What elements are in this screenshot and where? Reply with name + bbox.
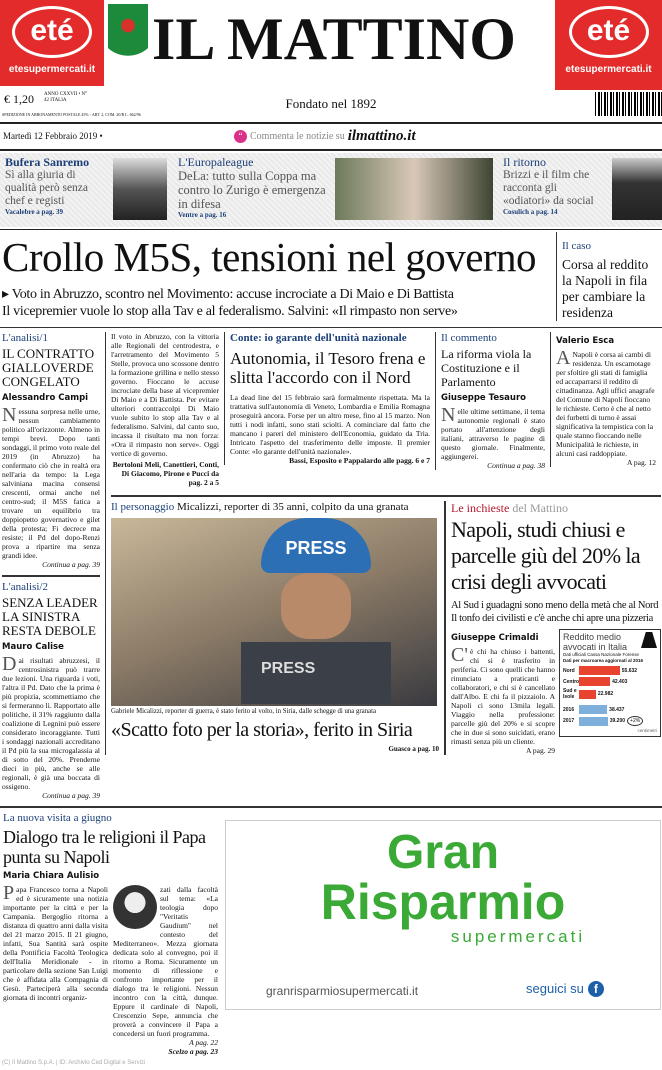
teaser-photo-singer	[113, 158, 167, 220]
edition-info: ANNO CXXVII • N° 42 ITALIA	[44, 92, 88, 103]
ad-risparmio: Risparmio	[320, 874, 566, 930]
kicker: L'analisi/2	[2, 581, 48, 593]
press-helmet: PRESS	[261, 518, 371, 573]
lead-sub1-text: Voto in Abruzzo, scontro nel Movimento: accuse incrociate a Di Maio e Di Battista	[11, 287, 454, 302]
continue-link[interactable]: Continua a pag. 39	[42, 560, 100, 569]
body: Nelle ultime settimane, il tema autonomie regionali è stato portato all'attenzione degli italiani, attraverso le pagine di questo giornale. Finalmente, aggiungerei.	[441, 404, 545, 461]
ad-gran: Gran	[386, 826, 500, 879]
chart-bar	[579, 666, 620, 675]
teaser-sanremo[interactable]	[5, 155, 109, 217]
chart-bar	[579, 717, 608, 726]
barcode-icon	[595, 92, 662, 116]
chart-value-label: 55.632	[621, 667, 638, 674]
ad-follow[interactable]	[526, 981, 604, 997]
chart-row	[563, 677, 657, 686]
teaser-photo-brizzi	[612, 158, 662, 220]
personaggio-headline[interactable]: «Scatto foto per la storia», ferito in Siria	[111, 719, 413, 741]
chart-row-label: 2016	[563, 706, 575, 713]
kicker: Il personaggio	[111, 501, 175, 513]
footer-copyright: (C) Il Mattino S.p.A. | ID: Archivio Ced Digital e Servizi	[2, 1060, 146, 1066]
ete-ad-right[interactable]	[555, 0, 662, 90]
lead-sub1	[2, 286, 552, 303]
teaser-photo-delaurentiis	[335, 158, 493, 220]
ete-logo: eté	[12, 6, 92, 58]
chart-bar	[579, 690, 596, 699]
inchieste-article	[444, 501, 660, 755]
commento[interactable]	[435, 332, 545, 470]
kicker: L'analisi/1	[2, 332, 48, 344]
triangle-bullet-icon: ▸	[2, 287, 12, 302]
kicker: La nuova visita a giugno	[3, 812, 112, 824]
byline: Maria Chiara Aulisio	[3, 871, 100, 881]
analisi1[interactable]	[2, 332, 100, 569]
comment-link[interactable]	[234, 128, 416, 145]
title: IL CONTRATTO GIALLOVERDE CONGELATO	[2, 346, 95, 389]
authors: Bertoloni Meli, Canettieri, Conti, Di Giacomo, Pirone e Pucci da pag. 2 a 5	[112, 460, 219, 487]
chart-bar	[579, 677, 610, 686]
body: C'è chi ha chiuso i battenti, chi si è trasferito in periferia. Ci sono quelli che hanno rinunciato a praticanti e collaboratori, e chi si è cancellato dall'Albo. E chi fa il pizzaiolo. A Napoli ci sono 13mila legali. Viaggio nella professione: parcelle giù del 20% e si scopre che in due si sono suicidati, erano rimasti senza più un cliente.	[451, 644, 555, 746]
teaser-kicker: Bufera Sanremo	[5, 155, 90, 169]
photo-caption: Gabriele Micalizzi, reporter di guerra, è stato ferito al volto, in Siria, dalle schegge di una granata	[111, 708, 376, 715]
masthead-title: IL MATTINO	[152, 6, 516, 72]
kicker: Le inchieste	[451, 501, 510, 515]
postal-info: SPEDIZIONE IN ABBONAMENTO POSTALE 45% - ART. 2, COM. 20/B L. 662/96	[2, 112, 141, 117]
personaggio-article	[111, 501, 439, 754]
body: La dead line del 15 febbraio sarà formalmente rispettata. Ma la trattativa sull'autonomia di Veneto, Lombardia e Emilia Romagna proseguirà ancora. Forse per un altro mese, fino al 15 marzo. Non tutti i nodi infatti, sono stati sciolti. A cominciare dal fatto che mancano i pareri del ministero dell'Economia, guidato da Tria. Intricato l'aspetto del trasferimento delle imposte. Il premier Conte: «Io garante dell'unità nazionale».	[230, 393, 430, 456]
chart-bar	[579, 705, 607, 714]
body: Nessuna sorpresa nelle urne, nessun cambiamento politico all'orizzonte. Almeno in tempi brevi. Dopo tanti sondaggi, il primo voto reale del 2019 (in Abruzzo) ha confermato ciò che in realtà era nell'aria da tempo: la Lega salviniana macina consensi crescenti, ormai anche nel centro-sud; il M5S fatica a trovare un equilibrio tra doppiopetto governativo e gilet della protesta; Fi decrece ma resiste; il Pd del dopo-Renzi prova a ripartire ma senza grandi idee.	[2, 404, 100, 560]
inchieste-sub1: Al Sud i guadagni sono meno della metà che al Nord	[451, 600, 659, 611]
kicker-rest: del Mattino	[512, 501, 568, 515]
teaser-title: DeLa: tutto sulla Coppa ma contro lo Zurigo è emergenza in difesa	[178, 169, 326, 211]
body: Dai risultati abruzzesi, il centrosinistra può trarre due lezioni. Una riguarda i voti, l'altra il Pd. Dato che la prima è più propizia, scommettiamo che si fermeranno lì. Rapportato alle politiche, il 31% raggiunto dalla coalizione di Legnini può essere considerato incoraggiante. Tutti i sondaggi nazionali accreditano il Pd più la sua microgalassia al di sotto del 20%. Prenderne dieci in più, anche se alle regionali, è già una boccata di ossigeno.	[2, 653, 100, 791]
chart-value-label: 42.403	[612, 678, 628, 685]
face	[281, 573, 351, 639]
page-body	[0, 232, 662, 1070]
inchieste-kicker	[451, 501, 660, 515]
lead-headline[interactable]: Crollo M5S, tensioni nel governo	[2, 234, 537, 280]
teaser-title: Brizzi e il film che racconta gli «odiatori» da social	[503, 169, 594, 207]
kicker: Il commento	[441, 332, 497, 344]
title: La riforma viola la Costituzione e il Parlamento	[441, 347, 532, 389]
site-name: ilmattino.it	[347, 128, 416, 144]
chart-credit: centimetri	[637, 728, 657, 733]
chart-note: Dati per macroarea aggiornati al 2016	[563, 658, 644, 663]
chart-row	[563, 666, 657, 675]
chart-row-label: Nord	[563, 667, 575, 674]
personaggio-kicker	[111, 501, 439, 514]
chart-reddito-avvocati	[559, 629, 661, 737]
teaser-ritorno[interactable]	[503, 155, 607, 217]
facebook-icon[interactable]: f	[588, 981, 604, 997]
chart-row-label: Sud e Isole	[563, 688, 577, 700]
byline: Giuseppe Tesauro	[441, 393, 526, 403]
chart-value-label: 22.982	[597, 691, 614, 697]
ete-ad-left[interactable]	[0, 0, 104, 86]
title: Dialogo tra le religioni il Papa punta su Napoli	[3, 827, 206, 867]
chart-bars	[563, 666, 657, 726]
ref[interactable]: A pag. 29	[526, 746, 555, 755]
lead-article	[0, 232, 552, 320]
byline: Valerio Esca	[556, 336, 615, 346]
left-column	[0, 332, 100, 800]
continue-link[interactable]: Continua a pag. 39	[42, 791, 100, 800]
chart-source: Dati ufficiali Cassa Nazionale Forense	[563, 652, 639, 657]
body-col1: Papa Francesco torna a Napoli ed è sicuramente una notizia importante per la città e per la Campania. Bergoglio ritorna a distanza di quattro anni dalla visita del 21 marzo 2015. Il 21 giugno, infatti, Sua Santità sarà ospite della Pontificia Facoltà Teologica dell'Italia Meridionale - in particolare della sezione San Luigi che è affidata alla Compagnia di Gesù. Parteciperà alla seconda giornata di incontri organiz-	[3, 882, 108, 1002]
teaser-title: Sì alla giuria di qualità però senza chef e registi	[5, 169, 89, 207]
byline: Giuseppe Crimaldi	[451, 633, 539, 643]
body-col2: zati dalla facoltà sul tema: «La teologia dopo "Veritatis Gaudium" nel contesto del Mediterraneo». Mezza giornata dedicata solo al convegno, poi il ritorno a Roma. Sicuramente un momento di riflessione e confronto importante per il dialogo tra le religioni. Nessun incontro con la città, dunque. Eppure il cardinale di Napoli, Crescenzio Sepe, annuncia che proverà a convincere il Papa a concedersi un fuori programma.	[113, 885, 218, 1038]
papa-article[interactable]	[0, 812, 220, 1056]
chart-title: Reddito medio avvocati in Italia	[563, 632, 628, 652]
inchieste-headline[interactable]: Napoli, studi chiusi e parcelle giù del 20% la crisi degli avvocati	[451, 517, 641, 594]
byline: Alessandro Campi	[2, 393, 89, 403]
lead-body	[111, 332, 219, 487]
teaser-ref: Vacalebre a pag. 39	[5, 208, 63, 216]
body: Il voto in Abruzzo, con la vittoria alle Regionali del centrodestra, e l'arretramento del Movimento 5 Stelle, provoca uno scossone dentro la formazione grillina e nello stesso governo. Fioccano le accuse incrociate della base al vicepremier Di Maio e a Di Battista. Per evitare ulteriori contraccolpi Di Maio vuole subito lo stop alla Tav e al federalismo. Salvini, dal canto suo, incassa il risultato ma non forza: «Ora il rimpasto non serve». Oggi vertice di governo.	[111, 332, 219, 458]
follow-text: seguici su	[526, 981, 584, 996]
teaser-europaleague[interactable]	[178, 155, 330, 220]
teaser-kicker: Il ritorno	[503, 155, 546, 169]
byline: Mauro Calise	[2, 642, 64, 652]
continue-link[interactable]: Continua a pag. 38	[487, 461, 545, 470]
chart-row	[563, 716, 657, 726]
personaggio-ref: Guasco a pag. 10	[388, 745, 439, 753]
chart-row	[563, 688, 657, 700]
kicker-rest: Micalizzi, reporter di 35 anni, colpito da una granata	[176, 501, 409, 513]
rooster-logo-icon	[108, 4, 148, 76]
chart-row-label: Centro	[563, 678, 580, 685]
title: SENZA LEADER LA SINISTRA RESTA DEBOLE	[2, 595, 98, 638]
analisi2[interactable]	[2, 581, 100, 800]
ref1: A pag. 22	[189, 1038, 218, 1047]
date: Martedì 12 Febbraio 2019 •	[3, 131, 103, 141]
ete-logo: eté	[569, 6, 649, 58]
teaser-kicker: L'Europaleague	[178, 155, 254, 169]
kicker: Conte: io garante dell'unità nazionale	[230, 332, 407, 344]
teaser-ref: Cosulich a pag. 14	[503, 208, 558, 216]
teaser-ref: Ventre a pag. 16	[178, 211, 227, 219]
photo-pope	[113, 885, 157, 929]
ete-url: etesupermercati.it	[565, 64, 652, 75]
ad-url: granrisparmiosupermercati.it	[266, 984, 419, 998]
inchieste-body	[451, 629, 555, 755]
center-right-area	[105, 332, 661, 755]
press-vest: PRESS	[241, 642, 391, 704]
il-caso-body	[550, 332, 656, 467]
chart-change-badge: +2%	[627, 716, 643, 726]
ete-url: etesupermercati.it	[8, 64, 96, 75]
chart-row-label: 2017	[563, 718, 575, 724]
body: ANapoli è corsa ai cambi di residenza. Un escamotage per sfoltire gli stati di famiglia ed accaparrarsi il reddito di cittadinanza. Agli uffici anagrafe del Comune di Napoli fioccano le richieste. Certo è che al netto dei furbetti di turno è assai significativa la tempistica con la quale stanno fioccando nelle Municipalità le richieste, in alcuni casi raddoppiate.	[556, 347, 655, 458]
lead-sub2: Il vicepremier vuole lo stop alla Tav e al federalismo. Salvini: «Il rimpasto non serve»	[2, 304, 458, 319]
ref: Bassi, Esposito e Pappalardo alle pagg. 6 e 7	[289, 456, 430, 465]
inchieste-sub2: Il tonfo dei civilisti e c'è anche chi apre una pizzeria	[451, 613, 653, 624]
photo-micalizzi[interactable]	[111, 518, 437, 706]
price: € 1,20	[4, 92, 34, 106]
ref2: Scelzo a pag. 23	[168, 1047, 218, 1056]
speech-bubble-icon: “	[234, 130, 247, 143]
chart-value-label: 38.437	[609, 706, 625, 713]
title: Corsa al reddito la Napoli in fila per cambiare la residenza	[562, 257, 649, 320]
founded: Fondato nel 1892	[285, 96, 377, 111]
il-caso[interactable]	[556, 232, 660, 321]
conte-article[interactable]	[224, 332, 430, 465]
title: Autonomia, il Tesoro frena e slitta l'accordo con il Nord	[230, 349, 426, 387]
chart-value-label: 39.200	[609, 718, 626, 724]
comment-prompt: Commenta le notizie su	[250, 131, 345, 142]
ref[interactable]: A pag. 12	[627, 458, 656, 467]
ad-supermercati: supermercati	[450, 927, 586, 946]
kicker: Il caso	[562, 240, 592, 252]
gran-risparmio-ad[interactable]	[225, 820, 661, 1010]
chart-row	[563, 705, 657, 714]
